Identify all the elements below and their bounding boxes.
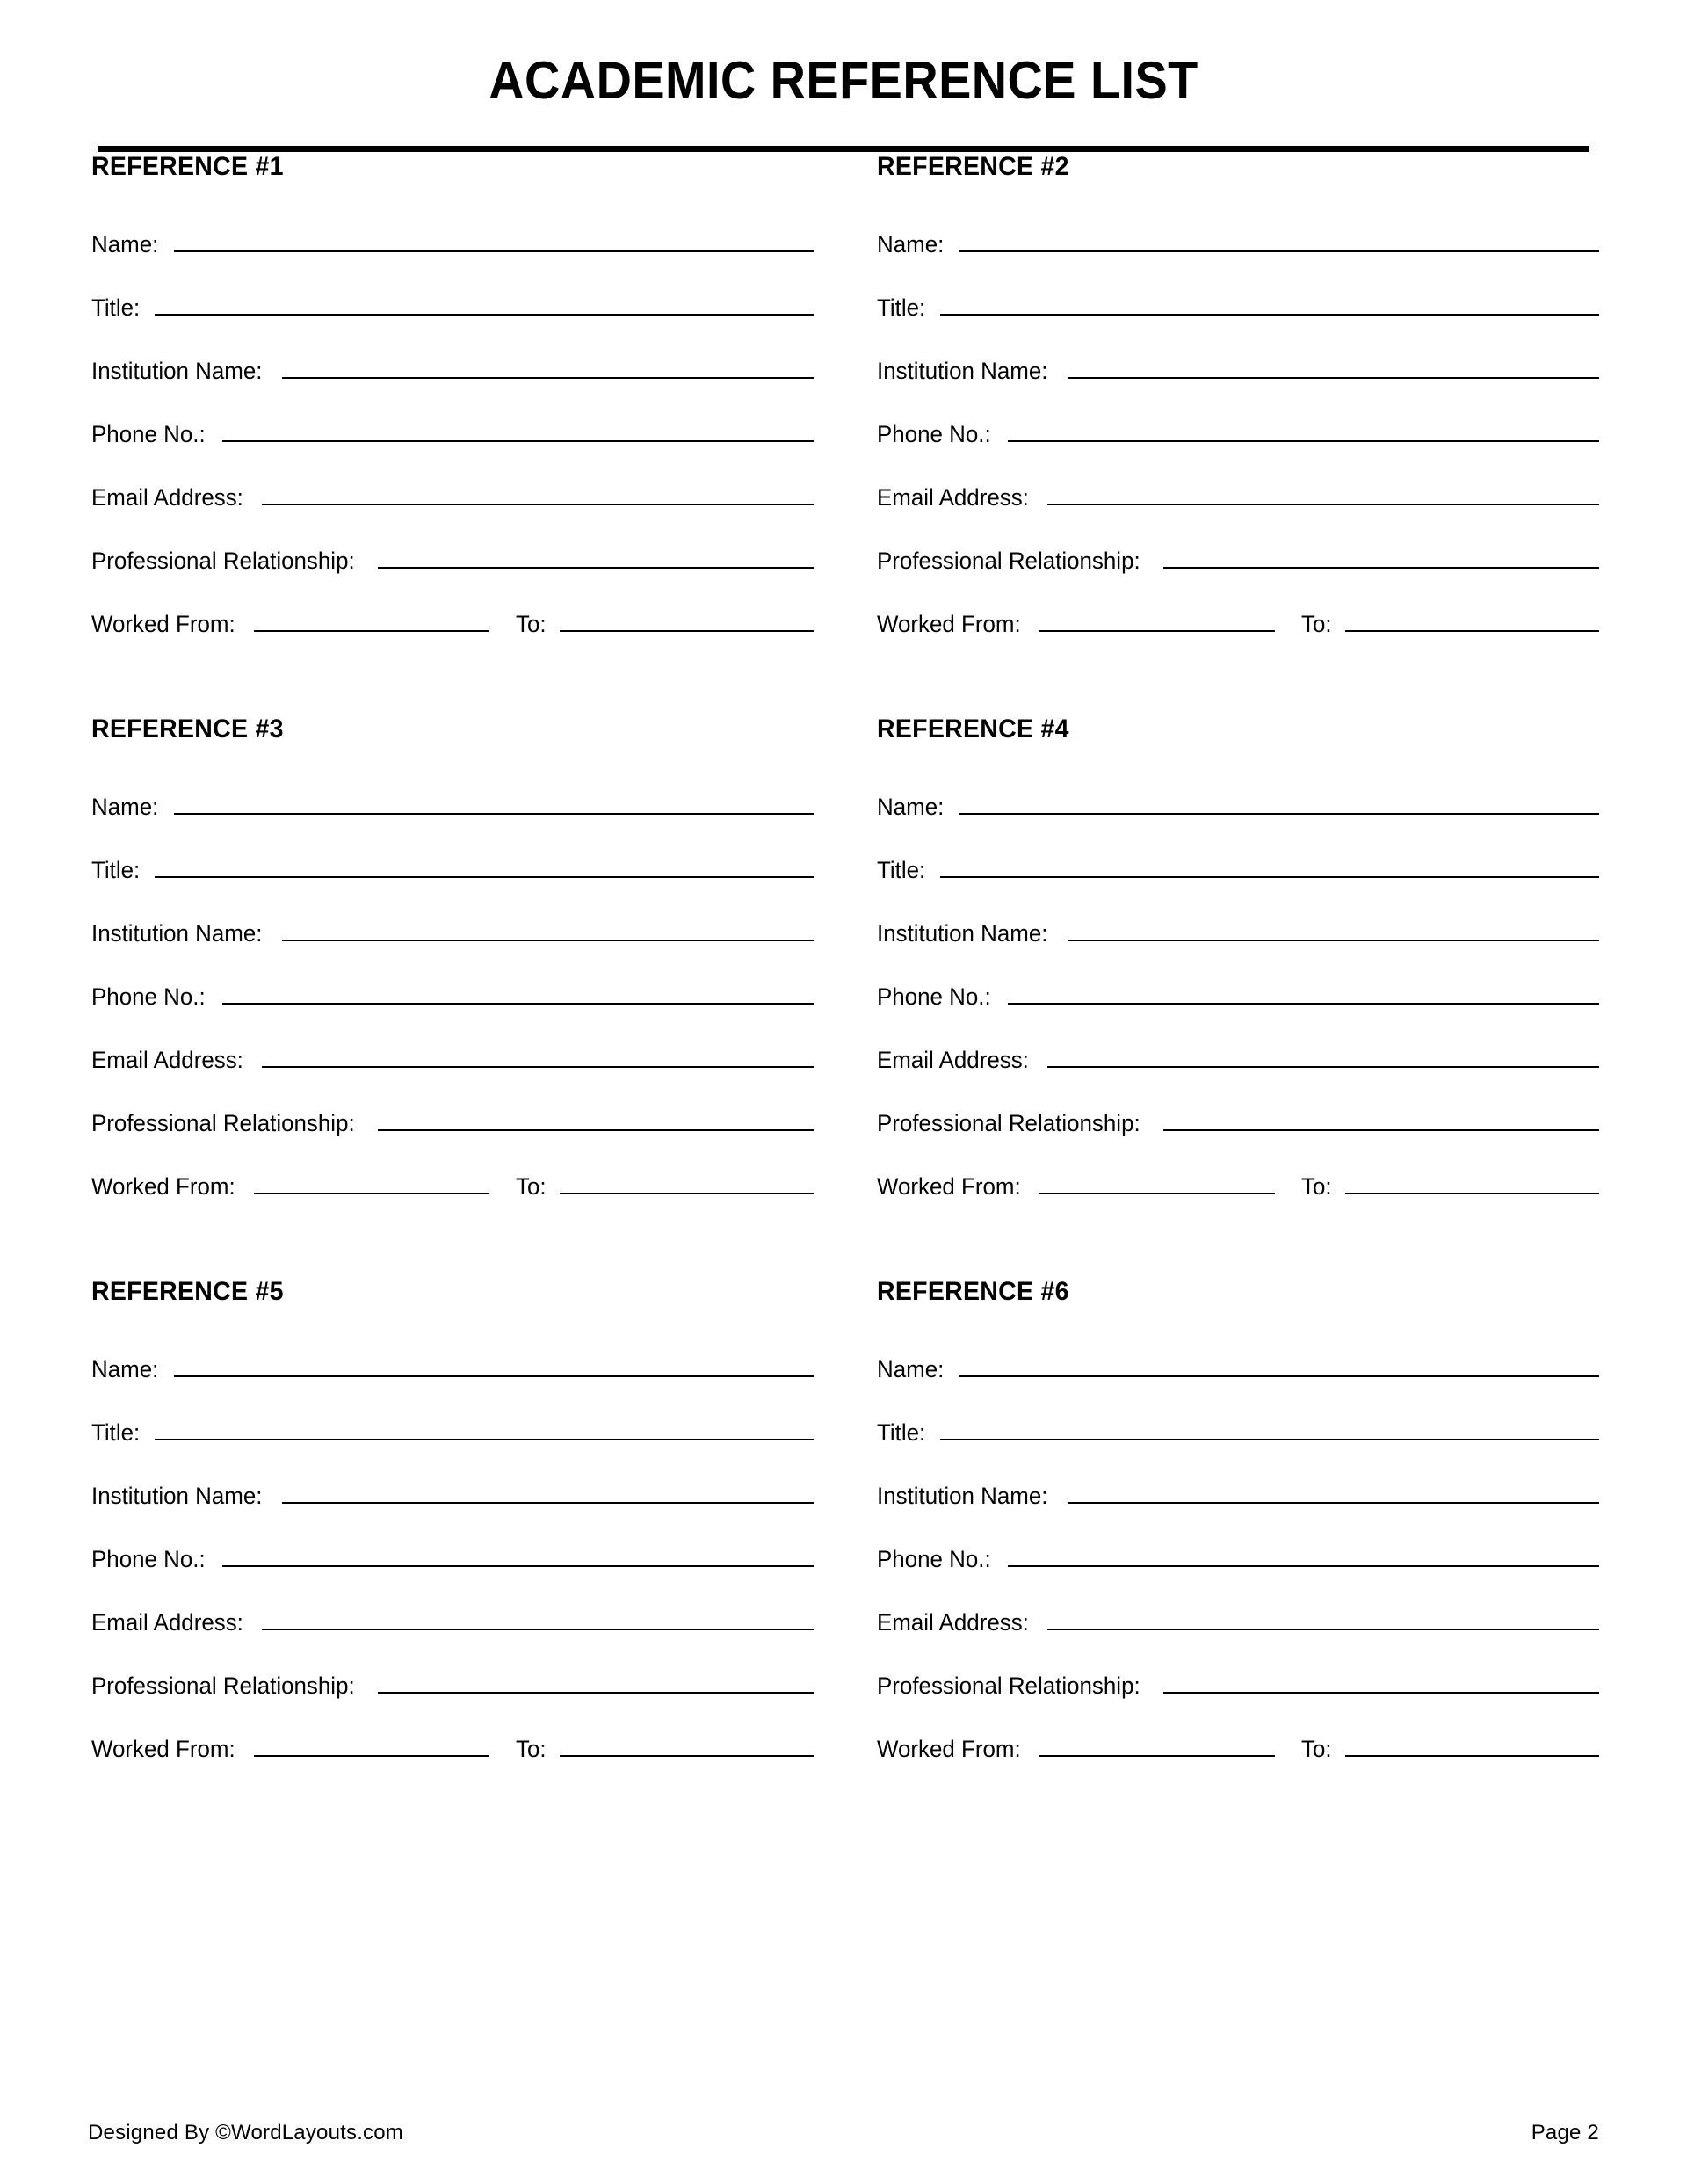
field-label-worked-to: To: xyxy=(515,611,547,637)
field-input-worked-from[interactable] xyxy=(254,604,489,632)
reference-block-6 xyxy=(877,1277,1599,1767)
field-input-email[interactable] xyxy=(1047,1040,1599,1068)
reference-row xyxy=(91,715,1599,1205)
field-input-institution[interactable] xyxy=(282,913,814,941)
field-title xyxy=(91,287,814,326)
reference-column-left xyxy=(91,1277,845,1767)
field-worked-dates xyxy=(877,1166,1599,1205)
document-header xyxy=(0,0,1687,152)
field-label-worked-from: Worked From: xyxy=(877,1736,1021,1762)
field-label-worked-to: To: xyxy=(515,1173,547,1200)
field-label-institution: Institution Name: xyxy=(877,1483,1048,1509)
field-email xyxy=(91,477,814,516)
field-relationship xyxy=(877,1103,1599,1142)
field-label-institution: Institution Name: xyxy=(91,358,263,384)
field-worked-dates xyxy=(877,1729,1599,1767)
field-label-name: Name: xyxy=(91,231,159,258)
field-label-institution: Institution Name: xyxy=(877,358,1048,384)
field-email xyxy=(877,1040,1599,1078)
field-input-worked-from[interactable] xyxy=(254,1166,489,1194)
field-input-institution[interactable] xyxy=(1068,1476,1599,1504)
field-label-relationship: Professional Relationship: xyxy=(877,548,1140,574)
field-email xyxy=(91,1602,814,1641)
field-title xyxy=(91,1412,814,1451)
field-input-name[interactable] xyxy=(174,787,814,815)
field-label-worked-from: Worked From: xyxy=(877,611,1021,637)
references-grid xyxy=(88,152,1599,1767)
row-spacer xyxy=(91,1205,1599,1277)
field-email xyxy=(877,477,1599,516)
field-input-title[interactable] xyxy=(155,1412,814,1440)
field-input-worked-to[interactable] xyxy=(1345,1166,1599,1194)
field-input-phone[interactable] xyxy=(222,1539,814,1567)
field-institution xyxy=(91,913,814,952)
field-input-relationship[interactable] xyxy=(378,541,814,569)
field-institution xyxy=(91,351,814,389)
reference-block-2 xyxy=(877,152,1599,642)
reference-block-1 xyxy=(91,152,814,642)
field-input-title[interactable] xyxy=(940,1412,1599,1440)
field-input-worked-from[interactable] xyxy=(1039,1729,1275,1757)
field-relationship xyxy=(91,1665,814,1704)
field-input-institution[interactable] xyxy=(1068,913,1599,941)
field-name xyxy=(877,1349,1599,1388)
field-label-title: Title: xyxy=(877,294,926,321)
field-input-institution[interactable] xyxy=(282,1476,814,1504)
field-input-worked-from[interactable] xyxy=(254,1729,489,1757)
field-input-email[interactable] xyxy=(262,1602,814,1630)
document-footer xyxy=(88,2121,1599,2145)
field-email xyxy=(91,1040,814,1078)
field-label-worked-from: Worked From: xyxy=(877,1173,1021,1200)
field-name xyxy=(91,1349,814,1388)
field-worked-dates xyxy=(91,1166,814,1205)
reference-column-right xyxy=(845,152,1599,642)
field-label-relationship: Professional Relationship: xyxy=(91,1672,355,1699)
field-input-email[interactable] xyxy=(1047,477,1599,505)
reference-column-left xyxy=(91,715,845,1205)
reference-heading: REFERENCE #6 xyxy=(877,1277,1069,1306)
field-label-email: Email Address: xyxy=(91,1047,243,1073)
field-label-title: Title: xyxy=(877,857,926,883)
field-name xyxy=(91,224,814,263)
field-input-relationship[interactable] xyxy=(378,1665,814,1694)
field-input-worked-to[interactable] xyxy=(1345,1729,1599,1757)
field-input-institution[interactable] xyxy=(1068,351,1599,379)
field-email xyxy=(877,1602,1599,1641)
field-label-phone: Phone No.: xyxy=(91,983,206,1010)
field-label-relationship: Professional Relationship: xyxy=(877,1110,1140,1136)
field-input-worked-to[interactable] xyxy=(560,1729,814,1757)
row-spacer xyxy=(91,642,1599,715)
reference-row xyxy=(91,152,1599,642)
reference-block-4 xyxy=(877,715,1599,1205)
field-input-title[interactable] xyxy=(155,287,814,316)
field-label-phone: Phone No.: xyxy=(91,1546,206,1572)
reference-block-5 xyxy=(91,1277,814,1767)
field-label-worked-to: To: xyxy=(1300,611,1332,637)
field-input-phone[interactable] xyxy=(222,414,814,442)
field-title xyxy=(877,850,1599,889)
field-institution xyxy=(877,351,1599,389)
field-worked-dates xyxy=(91,1729,814,1767)
field-input-relationship[interactable] xyxy=(1163,541,1599,569)
field-label-phone: Phone No.: xyxy=(877,1546,991,1572)
reference-heading: REFERENCE #1 xyxy=(91,152,284,181)
field-label-title: Title: xyxy=(877,1419,926,1446)
field-label-name: Name: xyxy=(91,794,159,820)
reference-block-3 xyxy=(91,715,814,1205)
field-input-name[interactable] xyxy=(174,224,814,252)
field-phone xyxy=(877,976,1599,1015)
reference-heading: REFERENCE #2 xyxy=(877,152,1069,181)
field-input-name[interactable] xyxy=(959,224,1599,252)
field-input-phone[interactable] xyxy=(1008,1539,1599,1567)
field-input-email[interactable] xyxy=(262,1040,814,1068)
field-label-worked-from: Worked From: xyxy=(91,1736,235,1762)
field-input-title[interactable] xyxy=(940,287,1599,316)
field-worked-dates xyxy=(91,604,814,642)
field-label-email: Email Address: xyxy=(877,1047,1029,1073)
footer-credit: Designed By ©WordLayouts.com xyxy=(88,2121,404,2144)
field-label-name: Name: xyxy=(91,1356,159,1382)
field-input-relationship[interactable] xyxy=(1163,1665,1599,1694)
field-institution xyxy=(877,913,1599,952)
field-phone xyxy=(91,1539,814,1578)
field-input-name[interactable] xyxy=(174,1349,814,1377)
field-input-worked-from[interactable] xyxy=(1039,1166,1275,1194)
field-input-phone[interactable] xyxy=(1008,976,1599,1005)
field-input-title[interactable] xyxy=(155,850,814,878)
field-input-phone[interactable] xyxy=(222,976,814,1005)
field-label-email: Email Address: xyxy=(91,484,243,511)
field-phone xyxy=(91,976,814,1015)
field-label-relationship: Professional Relationship: xyxy=(91,548,355,574)
field-label-worked-to: To: xyxy=(1300,1736,1332,1762)
title-divider xyxy=(98,146,1589,152)
field-input-email[interactable] xyxy=(1047,1602,1599,1630)
field-label-institution: Institution Name: xyxy=(877,920,1048,947)
field-institution xyxy=(877,1476,1599,1514)
field-input-worked-to[interactable] xyxy=(560,1166,814,1194)
field-title xyxy=(877,287,1599,326)
field-label-worked-to: To: xyxy=(515,1736,547,1762)
field-label-relationship: Professional Relationship: xyxy=(877,1672,1140,1699)
field-input-relationship[interactable] xyxy=(1163,1103,1599,1131)
field-title xyxy=(91,850,814,889)
field-label-name: Name: xyxy=(877,231,945,258)
field-label-title: Title: xyxy=(91,294,141,321)
field-input-email[interactable] xyxy=(262,477,814,505)
field-label-title: Title: xyxy=(91,857,141,883)
field-input-relationship[interactable] xyxy=(378,1103,814,1131)
reference-column-right xyxy=(845,715,1599,1205)
field-name xyxy=(877,787,1599,825)
field-input-phone[interactable] xyxy=(1008,414,1599,442)
field-input-name[interactable] xyxy=(959,1349,1599,1377)
field-label-institution: Institution Name: xyxy=(91,1483,263,1509)
field-label-name: Name: xyxy=(877,794,945,820)
field-label-worked-from: Worked From: xyxy=(91,1173,235,1200)
field-label-relationship: Professional Relationship: xyxy=(91,1110,355,1136)
field-label-phone: Phone No.: xyxy=(877,421,991,447)
reference-heading: REFERENCE #4 xyxy=(877,715,1069,744)
footer-page-number: Page 2 xyxy=(1531,2121,1599,2144)
field-label-name: Name: xyxy=(877,1356,945,1382)
page-title: ACADEMIC REFERENCE LIST xyxy=(489,51,1198,110)
field-label-email: Email Address: xyxy=(877,484,1029,511)
field-relationship xyxy=(877,1665,1599,1704)
field-label-title: Title: xyxy=(91,1419,141,1446)
field-label-worked-from: Worked From: xyxy=(91,611,235,637)
field-phone xyxy=(877,414,1599,453)
field-phone xyxy=(877,1539,1599,1578)
field-phone xyxy=(91,414,814,453)
field-input-institution[interactable] xyxy=(282,351,814,379)
field-input-worked-to[interactable] xyxy=(1345,604,1599,632)
field-relationship xyxy=(91,1103,814,1142)
field-label-worked-to: To: xyxy=(1300,1173,1332,1200)
field-label-phone: Phone No.: xyxy=(91,421,206,447)
field-relationship xyxy=(91,541,814,579)
field-name xyxy=(877,224,1599,263)
field-input-title[interactable] xyxy=(940,850,1599,878)
reference-heading: REFERENCE #3 xyxy=(91,715,284,744)
reference-heading: REFERENCE #5 xyxy=(91,1277,284,1306)
field-label-institution: Institution Name: xyxy=(91,920,263,947)
field-title xyxy=(877,1412,1599,1451)
reference-column-right xyxy=(845,1277,1599,1767)
field-label-email: Email Address: xyxy=(91,1609,243,1636)
field-worked-dates xyxy=(877,604,1599,642)
field-input-worked-to[interactable] xyxy=(560,604,814,632)
field-label-phone: Phone No.: xyxy=(877,983,991,1010)
field-relationship xyxy=(877,541,1599,579)
reference-column-left xyxy=(91,152,845,642)
field-label-email: Email Address: xyxy=(877,1609,1029,1636)
field-institution xyxy=(91,1476,814,1514)
field-input-worked-from[interactable] xyxy=(1039,604,1275,632)
reference-row xyxy=(91,1277,1599,1767)
field-name xyxy=(91,787,814,825)
field-input-name[interactable] xyxy=(959,787,1599,815)
